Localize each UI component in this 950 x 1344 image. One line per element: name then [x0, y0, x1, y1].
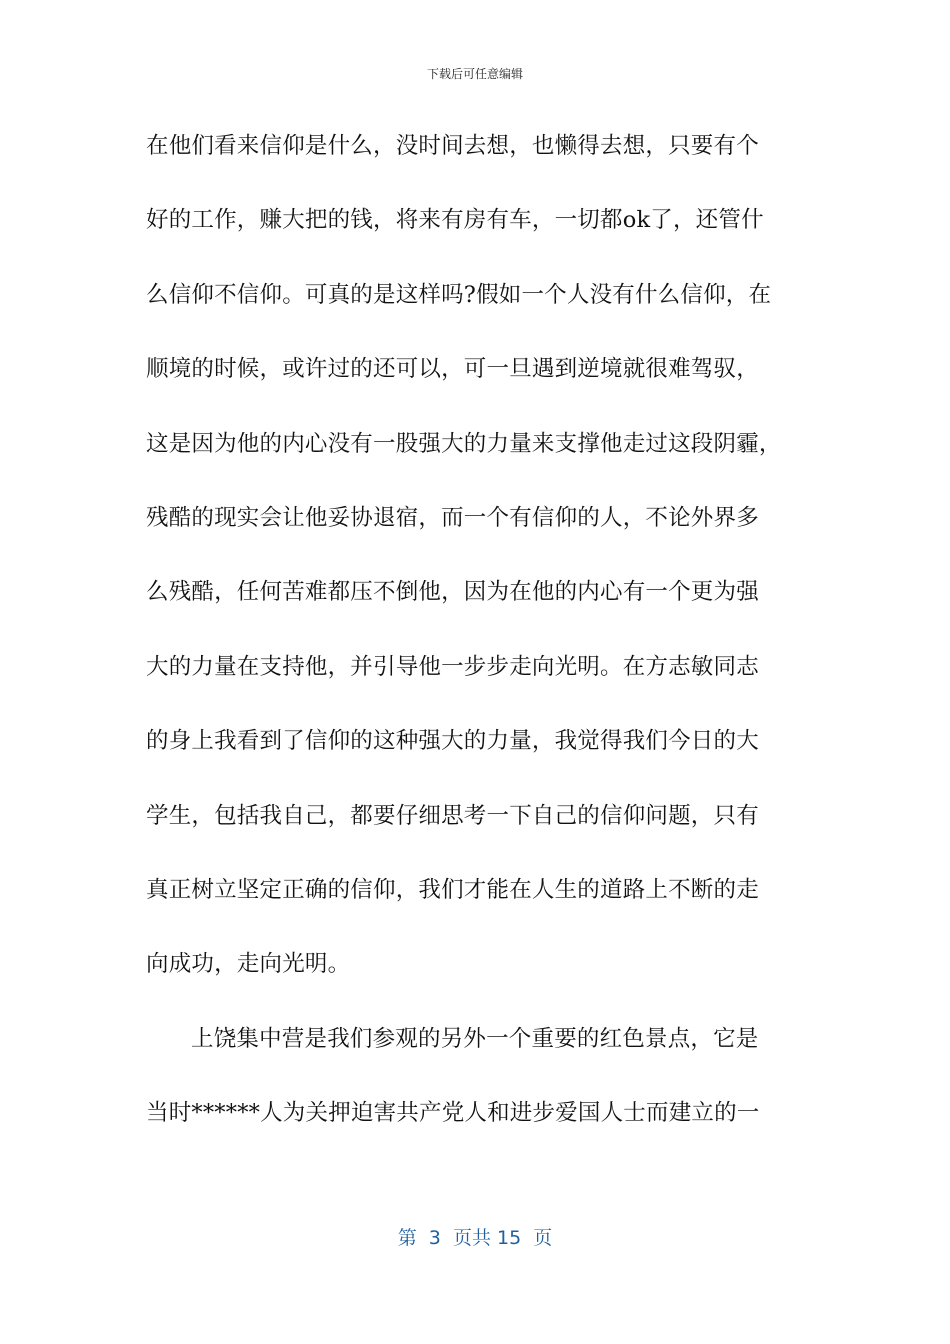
page-number-footer: 第 3 页共 15 页	[397, 1227, 553, 1249]
text-line: 这是因为他的内心没有一股强大的力量来支撑他走过这段阴霾，	[146, 430, 782, 457]
text-line: 学生，包括我自己，都要仔细思考一下自己的信仰问题，只有	[146, 802, 759, 829]
page-header: 下载后可任意编辑	[426, 67, 523, 81]
paragraph-first-line: 上饶集中营是我们参观的另外一个重要的红色景点，它是	[191, 1025, 759, 1052]
document-body	[146, 124, 806, 1165]
text-line: 在他们看来信仰是什么，没时间去想，也懒得去想，只要有个	[146, 133, 759, 159]
text-line: 顺境的时候，或许过的还可以，可一旦遇到逆境就很难驾驭，	[146, 356, 759, 383]
text-line: 么信仰不信仰。可真的是这样吗?假如一个人没有什么信仰，在	[146, 281, 772, 308]
text-line: 么残酷，任何苦难都压不倒他，因为在他的内心有一个更为强	[146, 579, 759, 606]
text-line: 向成功，走向光明。	[146, 951, 351, 978]
text-line: 的身上我看到了信仰的这种强大的力量，我觉得我们今日的大	[146, 728, 759, 755]
text-line: 真正树立坚定正确的信仰，我们才能在人生的道路上不断的走	[146, 876, 759, 903]
text-line: 好的工作，赚大把的钱，将来有房有车，一切都ok了，还管什	[146, 207, 764, 234]
text-line: 当时******人为关押迫害共产党人和进步爱国人士而建立的一	[146, 1100, 760, 1127]
text-line: 残酷的现实会让他妥协退宿，而一个有信仰的人，不论外界多	[146, 504, 759, 531]
text-line: 大的力量在支持他，并引导他一步步走向光明。在方志敏同志	[146, 653, 759, 680]
